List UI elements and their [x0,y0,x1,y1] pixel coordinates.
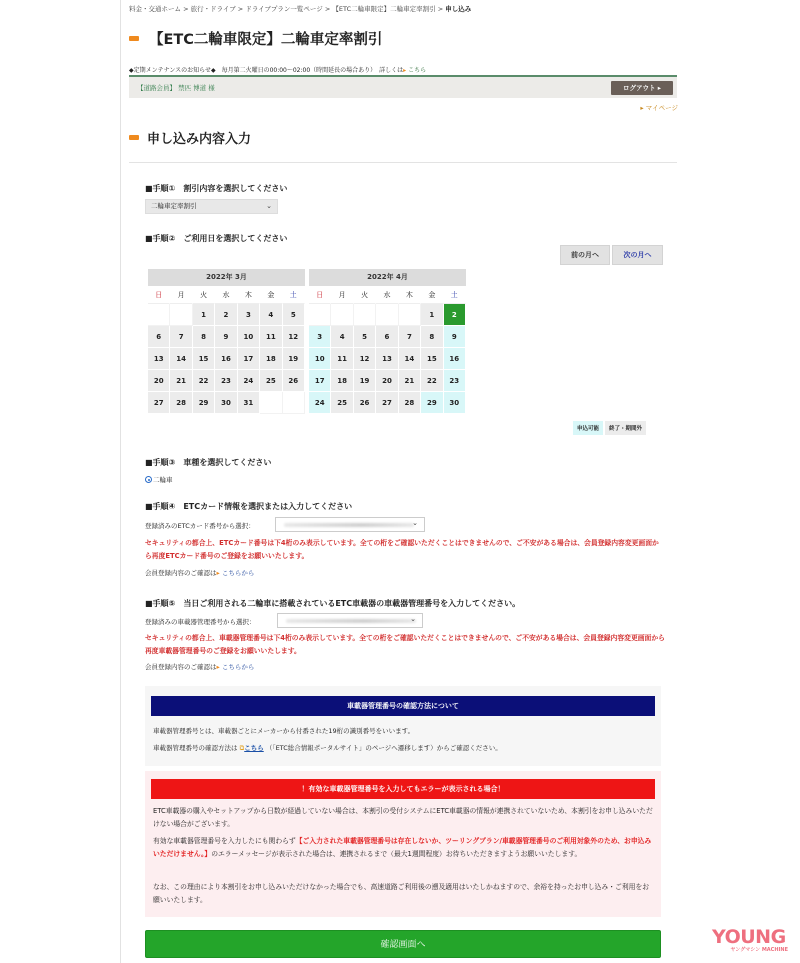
legend-available: 申込可能 [573,421,603,435]
calendar-day: 25 [331,392,353,414]
calendar-day: 23 [215,370,237,392]
calendar-march [148,269,305,414]
calendar-empty-cell [170,304,192,326]
calendar-day: 8 [421,326,443,348]
obu-field-label: 登録済みの車載器管理番号から選択： [145,618,256,626]
arrow-icon: ▸ [216,569,220,577]
etc-card-field-label: 登録済みのETCカード番号から選択： [145,522,255,530]
breadcrumb-item[interactable]: 【ETC二輪車限定】二輪車定率割引 [332,5,436,13]
step5-label: ■手順⑤ 当日ご利用される二輪車に搭載されているETC車載器の車載器管理番号を入力してください。 [145,599,521,608]
calendar-legend [573,421,646,435]
calendar-day: 6 [148,326,170,348]
radio-selected-icon[interactable] [145,476,152,483]
calendar-day: 1 [193,304,215,326]
calendar-day: 13 [148,348,170,370]
weekday-header: 火 [193,286,215,304]
masked-value [284,523,414,527]
calendar-day: 7 [170,326,192,348]
calendar-day[interactable]: 2 [444,304,466,326]
chevron-down-icon: ⌄ [266,202,272,210]
title-marker-icon [129,135,139,140]
alert-para2: 有効な車載器管理番号を入力したにも関わらず【ご入力された車載器管理番号は存在しないか、ツーリングプラン/車載器管理番号のご利用対象外のため、お申込みいただけません。】のエラーメッセージが表示された場合は、連携されるまで（最大1週間程度）お待ちいただきますようお願いいたします。 [153,837,652,858]
legend-closed: 終了・期間外 [605,421,646,435]
calendar-day: 21 [170,370,192,392]
next-month-button[interactable]: 次の月へ [612,245,663,265]
calendar-day: 26 [283,370,305,392]
calendar-day: 4 [331,326,353,348]
mypage-link[interactable]: ▸ マイページ [640,104,678,112]
obu-number-select[interactable] [277,613,423,628]
calendar-day: 28 [399,392,421,414]
calendar-day[interactable]: 9 [444,326,466,348]
calendar-day[interactable]: 30 [444,392,466,414]
alert-para3: なお、この理由により本割引をお申し込みいただけなかった場合でも、高速道路ご利用後の遡及適用はいたしかねますので、余裕を持ったお申し込み・ご利用をお願いいたします。 [153,883,650,904]
calendar-day: 7 [399,326,421,348]
alert-heading: ！有効な車載器管理番号を入力してもエラーが表示される場合！ [151,779,655,799]
calendar-day: 9 [215,326,237,348]
calendar-grid [309,286,466,414]
discount-select[interactable]: 二輪車定率割引 ⌄ [145,199,278,214]
masked-value [286,619,416,623]
maintenance-notice: ◆定期メンテナンスのお知らせ◆ 毎月第二火曜日の00:00～02:00（時間延長の場合あり） 詳しくは▸ こちら [129,67,427,74]
calendar-day: 16 [215,348,237,370]
calendar-day[interactable]: 10 [309,348,331,370]
calendar-title: 2022年 3月 [148,269,305,286]
info-heading: 車載器管理番号の確認方法について [151,696,655,716]
weekday-header: 月 [170,286,192,304]
calendar-day: 19 [283,348,305,370]
young-machine-logo: YOUNG ヤングマシン MACHINE [712,926,788,953]
calendar-day: 12 [354,348,376,370]
calendar-day: 6 [376,326,398,348]
calendar-day: 29 [193,392,215,414]
breadcrumb: 料金・交通ホーム > 旅行・ドライブ > ドライブプラン一覧ページ > 【ETC二輪車限定】二輪車定率割引 > 申し込み [129,5,472,13]
application-form [129,162,677,962]
breadcrumb-item[interactable]: 旅行・ドライブ [190,5,236,13]
calendar-day: 25 [260,370,282,392]
alert-para1: ETC車載器の購入やセットアップから日数が経過していない場合は、本割引の受付システムにETC車載器の情報が連携されていないため、本割引をお申し込みいただけない場合がございます。 [153,807,653,828]
calendar-day: 17 [238,348,260,370]
logout-button[interactable]: ログアウト ▸ [611,81,673,95]
calendar-day[interactable]: 3 [309,326,331,348]
calendar-day: 22 [193,370,215,392]
calendar-day: 21 [399,370,421,392]
calendar-day: 27 [148,392,170,414]
arrow-icon: ▸ [216,663,220,671]
weekday-header: 木 [238,286,260,304]
chevron-down-icon: ⌄ [412,519,418,527]
confirm-screen-button[interactable]: 確認画面へ [145,930,661,958]
calendar-day: 26 [354,392,376,414]
calendar-day: 18 [260,348,282,370]
calendar-day[interactable]: 29 [421,392,443,414]
calendar-grid [148,286,305,414]
section-title-row [129,128,251,147]
calendar-day: 12 [283,326,305,348]
weekday-header: 日 [309,286,331,304]
calendar-day: 8 [193,326,215,348]
calendar-day: 13 [376,348,398,370]
obu-confirm: 会員登録内容のご確認は▸ こちらから [145,663,255,671]
obu-info-box [145,686,661,766]
etc-card-warning: セキュリティの都合上、ETCカード番号は下4桁のみ表示しています。全ての桁をご確認いただくことはできませんので、ご不安がある場合は、会員登録内容変更画面から再度ETCカード番号のご登録をお願いいたします。 [145,539,659,560]
calendar-day: 11 [331,348,353,370]
weekday-header: 月 [331,286,353,304]
calendar-day: 28 [170,392,192,414]
calendar-day: 22 [421,370,443,392]
calendar-day: 5 [283,304,305,326]
step1-label: ■手順① 割引内容を選択してください [145,184,288,193]
info-line2: 車載器管理番号の確認方法は ⧉こちら （「ETC総合情報ポータルサイト」のページへ遷移します）からご確認ください。 [153,744,502,752]
calendar-day: 15 [421,348,443,370]
etc-card-select[interactable] [275,517,425,532]
calendar-day: 14 [399,348,421,370]
external-link-icon: ⧉ [239,744,245,752]
step3-label: ■手順③ 車種を選択してください [145,458,272,467]
calendar-day[interactable]: 24 [309,392,331,414]
calendar-empty-cell [331,304,353,326]
weekday-header: 日 [148,286,170,304]
obu-warning: セキュリティの都合上、車載器管理番号は下4桁のみ表示しています。全ての桁をご確認いただくことはできませんので、ご不安がある場合は、会員登録内容変更画面から再度車載器管理番号のご登録をお願いいたします。 [145,634,665,655]
page-container [120,0,680,963]
calendar-day: 30 [215,392,237,414]
page-title: 【ETC二輪車限定】二輪車定率割引 [149,32,383,48]
calendar-day: 18 [331,370,353,392]
calendar-empty-cell [260,392,282,414]
calendar-empty-cell [148,304,170,326]
weekday-header: 水 [215,286,237,304]
calendar-day[interactable]: 17 [309,370,331,392]
calendar-day: 2 [215,304,237,326]
calendar-empty-cell [283,392,305,414]
member-name: 【道路会員】 禁匹 博道 様 [137,84,215,92]
calendar-day: 11 [260,326,282,348]
breadcrumb-current: 申し込み [445,5,472,13]
calendar-day: 14 [170,348,192,370]
weekday-header: 木 [399,286,421,304]
calendar-day: 31 [238,392,260,414]
etc-card-confirm: 会員登録内容のご確認は▸ こちらから [145,569,255,577]
step4-label: ■手順④ ETCカード情報を選択または入力してください [145,502,353,511]
member-info-link[interactable]: こちらから [221,569,255,577]
maintenance-details-link[interactable]: こちら [408,67,427,74]
weekday-header: 金 [260,286,282,304]
calendar-title: 2022年 4月 [309,269,466,286]
page-title-row [129,28,382,49]
calendar-day: 20 [376,370,398,392]
weekday-header: 土 [444,286,466,304]
calendar-day: 5 [354,326,376,348]
calendar-empty-cell [399,304,421,326]
calendar-empty-cell [354,304,376,326]
arrow-icon: ▸ [403,67,407,74]
error-alert-box [145,771,661,917]
calendar-day: 4 [260,304,282,326]
calendar-empty-cell [376,304,398,326]
breadcrumb-item[interactable]: ドライブプラン一覧ページ [245,5,323,13]
calendar-april [309,269,466,414]
vehicle-type-radio[interactable]: 二輪車 [145,475,173,484]
calendar-day: 15 [193,348,215,370]
calendar-day[interactable]: 16 [444,348,466,370]
weekday-header: 土 [283,286,305,304]
calendar-day: 1 [421,304,443,326]
calendar-day: 19 [354,370,376,392]
calendar-day: 27 [376,392,398,414]
calendar-day[interactable]: 23 [444,370,466,392]
calendar-day: 20 [148,370,170,392]
weekday-header: 水 [376,286,398,304]
title-marker-icon [129,36,139,41]
breadcrumb-item[interactable]: 料金・交通ホーム [129,5,181,13]
calendar-day: 10 [238,326,260,348]
calendar-day: 3 [238,304,260,326]
weekday-header: 火 [354,286,376,304]
step2-label: ■手順② ご利用日を選択してください [145,234,288,243]
chevron-down-icon: ⌄ [410,615,416,623]
calendar-day: 24 [238,370,260,392]
info-line1: 車載器管理番号とは、車載器ごとにメーカーから付番された19桁の識別番号をいいます。 [153,727,415,735]
error-message-quote: 【ご入力された車載器管理番号は存在しないか、ツーリングプラン/車載器管理番号のご利用対象外のため、お申込みいただけません。】 [153,837,652,858]
member-info-link[interactable]: こちらから [221,663,255,671]
prev-month-button[interactable]: 前の月へ [560,245,610,265]
weekday-header: 金 [421,286,443,304]
section-title: 申し込み内容入力 [147,132,252,147]
etc-portal-link[interactable]: こちら [244,744,264,752]
member-bar [129,77,677,98]
calendar-empty-cell [309,304,331,326]
